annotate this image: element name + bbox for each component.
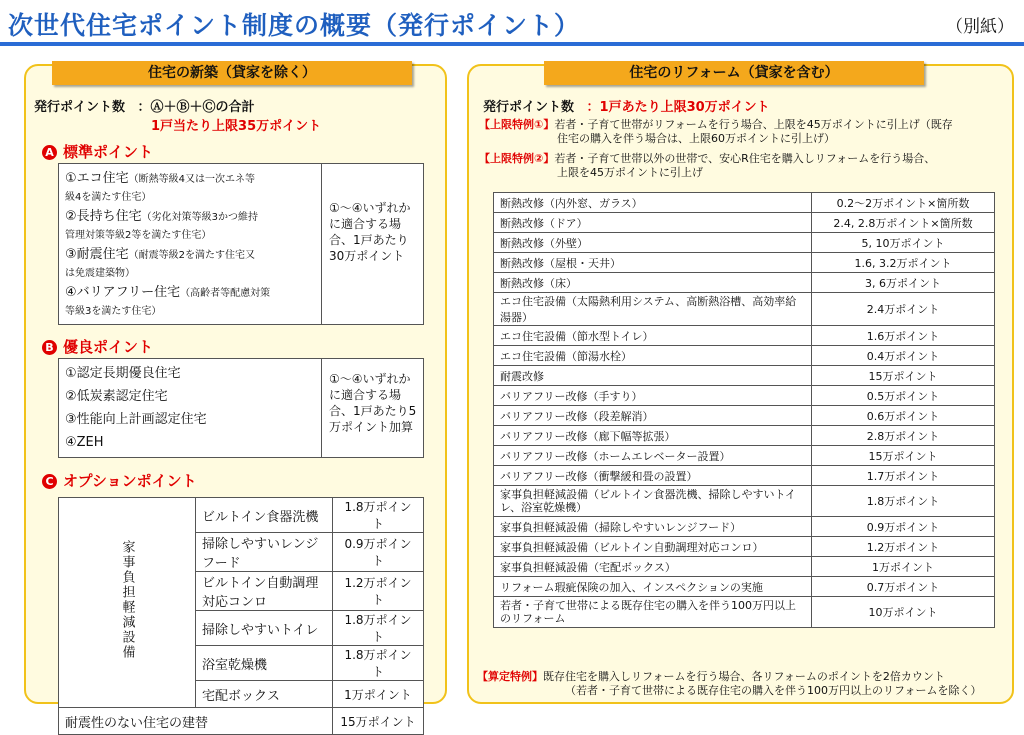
reform-item-label: バリアフリー改修（段差解消） <box>494 406 812 426</box>
special-case-1: 【上限特例①】若者・子育て世帯がリフォームを行う場合、上限を45万ポイントに引上げ（既存 住宅の購入を伴う場合は、上限60万ポイントに引上げ） <box>479 118 953 145</box>
reform-item-label: 家事負担軽減設備（掃除しやすいレンジフード） <box>494 517 812 537</box>
excellent-item-4: ④ZEH <box>65 435 104 450</box>
table-row <box>494 597 995 628</box>
reform-item-value: 2.4, 2.8万ポイント×箇所数 <box>812 213 995 233</box>
section-c-title: オプションポイント <box>63 472 197 490</box>
issue-points-label: 発行ポイント数 <box>34 100 126 115</box>
reform-item-label: 断熱改修（外壁） <box>494 233 812 253</box>
table-row <box>494 426 995 446</box>
excellent-points-box <box>58 358 424 458</box>
option-value: 1.8万ポイント <box>333 646 424 681</box>
reform-item-value: 1.8万ポイント <box>812 486 995 517</box>
rebuild-label: 耐震性のない住宅の建替 <box>59 708 333 735</box>
option-value: 1.2万ポイント <box>333 572 424 611</box>
reform-item-value: 2.8万ポイント <box>812 426 995 446</box>
reform-item-value: 1.2万ポイント <box>812 537 995 557</box>
table-row <box>494 406 995 426</box>
excellent-points-note: ①～④いずれかに適合する場合、1戸あたり5万ポイント加算 <box>329 372 417 434</box>
option-label: ビルトイン自動調理対応コンロ <box>196 572 333 611</box>
new-construction-title: 住宅の新築（貸家を除く） <box>52 61 412 85</box>
issue-points-row <box>34 96 255 115</box>
option-value: 1万ポイント <box>333 681 424 708</box>
standard-points-box <box>58 163 424 325</box>
option-value: 1.8万ポイント <box>333 498 424 533</box>
standard-item-longlife: ②長持ち住宅（劣化対策等級3かつ維持 管理対策等級2等を満たす住宅） <box>65 209 259 241</box>
reform-issue-label: 発行ポイント数 <box>483 100 575 115</box>
reform-item-value: 0.5万ポイント <box>812 386 995 406</box>
table-row <box>494 326 995 346</box>
reform-item-value: 0.2～2万ポイント×箇所数 <box>812 193 995 213</box>
reform-item-value: 0.9万ポイント <box>812 517 995 537</box>
option-label: 掃除しやすいレンジフード <box>196 533 333 572</box>
reform-item-label: エコ住宅設備（節水型トイレ） <box>494 326 812 346</box>
special-case-2: 【上限特例②】若者・子育て世帯以外の世帯で、安心R住宅を購入しリフォームを行う場合、 上限を45万ポイントに引上げ <box>479 152 936 179</box>
table-row <box>494 253 995 273</box>
standard-item-eco: ①エコ住宅（断熱等級4又は一次エネ等 級4を満たす住宅） <box>65 171 256 203</box>
reform-issue-row <box>483 96 770 115</box>
option-label: 宅配ボックス <box>196 681 333 708</box>
section-a-badge: A <box>42 145 57 160</box>
reform-item-label: 断熱改修（屋根・天井） <box>494 253 812 273</box>
rebuild-value: 15万ポイント <box>333 708 424 735</box>
reform-item-label: エコ住宅設備（節湯水栓） <box>494 346 812 366</box>
reform-item-value: 1.6万ポイント <box>812 326 995 346</box>
household-equipment-text: 家事負担軽減設備 <box>119 540 135 660</box>
standard-item-barrierfree: ④バリアフリー住宅（高齢者等配慮対策 等級3を満たす住宅） <box>65 285 271 317</box>
section-c-heading <box>42 470 197 491</box>
table-row <box>494 517 995 537</box>
reform-item-value: 2.4万ポイント <box>812 293 995 326</box>
reform-item-value: 0.6万ポイント <box>812 406 995 426</box>
section-c-badge: C <box>42 474 57 489</box>
reform-item-label: バリアフリー改修（廊下幅等拡張） <box>494 426 812 446</box>
reform-item-value: 0.4万ポイント <box>812 346 995 366</box>
reform-item-value: 15万ポイント <box>812 366 995 386</box>
option-value: 1.8万ポイント <box>333 611 424 646</box>
header <box>0 0 1024 46</box>
table-row <box>494 557 995 577</box>
reform-item-label: エコ住宅設備（太陽熱利用システム、高断熱浴槽、高効率給湯器） <box>494 293 812 326</box>
option-label: ビルトイン食器洗機 <box>196 498 333 533</box>
reform-item-value: 10万ポイント <box>812 597 995 628</box>
reform-item-value: 1万ポイント <box>812 557 995 577</box>
section-b-heading <box>42 336 153 357</box>
standard-box-divider <box>321 164 322 324</box>
excellent-item-1: ①認定長期優良住宅 <box>65 366 181 381</box>
header-rule <box>0 42 1024 46</box>
reform-item-value: 0.7万ポイント <box>812 577 995 597</box>
table-row <box>494 293 995 326</box>
reform-item-value: 3, 6万ポイント <box>812 273 995 293</box>
issue-points-formula: ：Ⓐ＋Ⓑ＋Ⓒの合計 <box>137 100 255 115</box>
calculation-special-case: 【算定特例】既存住宅を購入しリフォームを行う場合、各リフォームのポイントを2倍カウント （若者・子育て世帯による既存住宅の購入を伴う100万円以上のリフォームを除く） <box>477 670 982 697</box>
table-row <box>494 346 995 366</box>
option-label: 浴室乾燥機 <box>196 646 333 681</box>
table-row <box>494 446 995 466</box>
reform-item-label: 若者・子育て世帯による既存住宅の購入を伴う100万円以上のリフォーム <box>494 597 812 628</box>
option-label: 掃除しやすいトイレ <box>196 611 333 646</box>
section-b-badge: B <box>42 340 57 355</box>
table-row <box>494 386 995 406</box>
table-row <box>494 213 995 233</box>
table-row <box>494 466 995 486</box>
table-row <box>59 498 424 533</box>
attachment-label: （別紙） <box>946 17 1014 37</box>
reform-panel <box>467 64 1014 704</box>
table-row <box>494 486 995 517</box>
standard-points-note: ①～④いずれかに適合する場合、1戸あたり30万ポイント <box>329 201 411 263</box>
reform-item-value: 15万ポイント <box>812 446 995 466</box>
excellent-item-3: ③性能向上計画認定住宅 <box>65 412 207 427</box>
table-row <box>494 366 995 386</box>
reform-item-value: 1.7万ポイント <box>812 466 995 486</box>
reform-item-value: 5, 10万ポイント <box>812 233 995 253</box>
reform-item-label: 家事負担軽減設備（ビルトイン自動調理対応コンロ） <box>494 537 812 557</box>
reform-item-label: バリアフリー改修（衝撃緩和畳の設置） <box>494 466 812 486</box>
excellent-item-2: ②低炭素認定住宅 <box>65 389 168 404</box>
section-a-title: 標準ポイント <box>63 143 154 161</box>
reform-item-label: 断熱改修（床） <box>494 273 812 293</box>
table-row <box>494 577 995 597</box>
table-row <box>59 708 424 735</box>
reform-item-label: リフォーム瑕疵保険の加入、インスペクションの実施 <box>494 577 812 597</box>
option-points-table <box>58 497 424 735</box>
page-title: 次世代住宅ポイント制度の概要（発行ポイント） <box>8 11 581 40</box>
reform-item-label: バリアフリー改修（ホームエレベーター設置） <box>494 446 812 466</box>
reform-item-label: 耐震改修 <box>494 366 812 386</box>
new-construction-panel <box>24 64 447 731</box>
reform-item-label: バリアフリー改修（手すり） <box>494 386 812 406</box>
excellent-box-divider <box>321 359 322 457</box>
option-value: 0.9万ポイント <box>333 533 424 572</box>
reform-item-label: 家事負担軽減設備（宅配ボックス） <box>494 557 812 577</box>
reform-issue-limit: ：1戸あたり上限30万ポイント <box>586 100 770 115</box>
table-row <box>494 537 995 557</box>
reform-title: 住宅のリフォーム（貸家を含む） <box>544 61 924 85</box>
reform-item-value: 1.6, 3.2万ポイント <box>812 253 995 273</box>
reform-points-table <box>493 192 995 628</box>
household-equipment-label <box>59 498 196 708</box>
section-a-heading <box>42 141 153 162</box>
table-row <box>494 193 995 213</box>
reform-item-label: 家事負担軽減設備（ビルトイン食器洗機、掃除しやすいトイレ、浴室乾燥機） <box>494 486 812 517</box>
reform-item-label: 断熱改修（ドア） <box>494 213 812 233</box>
table-row <box>494 233 995 253</box>
section-b-title: 優良ポイント <box>63 338 154 356</box>
reform-item-label: 断熱改修（内外窓、ガラス） <box>494 193 812 213</box>
standard-item-seismic: ③耐震住宅（耐震等級2を満たす住宅又 は免震建築物） <box>65 247 256 279</box>
issue-points-limit: 1戸当たり上限35万ポイント <box>151 119 322 134</box>
table-row <box>494 273 995 293</box>
